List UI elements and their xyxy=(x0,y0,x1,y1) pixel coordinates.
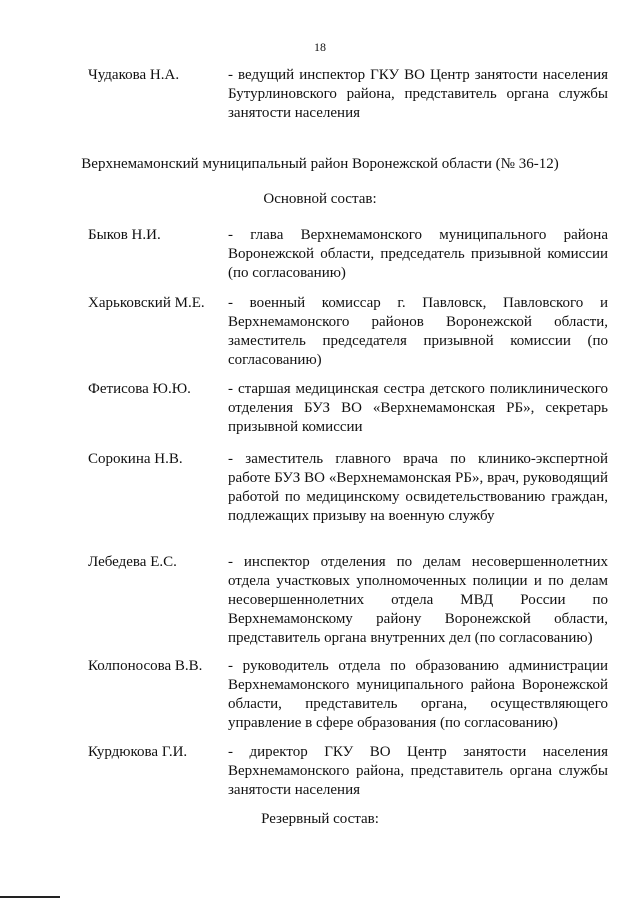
district-heading: Верхнемамонский муниципальный район Воронежской области (№ 36-12) xyxy=(81,156,559,172)
member-name: Колпоносова В.В. xyxy=(88,658,203,674)
member-name: Чудакова Н.А. xyxy=(88,67,180,83)
member-name: Курдюкова Г.И. xyxy=(88,744,188,760)
member-role: - глава Верхнемамонского муниципального района Воронежской области, председатель призывной комиссии (по согласованию) xyxy=(228,227,608,281)
member-name: Лебедева Е.С. xyxy=(88,554,177,570)
reserve-composition-heading: Резервный состав: xyxy=(261,811,379,827)
page-edge-mark xyxy=(0,896,60,898)
member-name: Сорокина Н.В. xyxy=(88,451,183,467)
member-role: - ведущий инспектор ГКУ ВО Центр занятости населения Бутурлиновского района, представитель органа службы занятости населения xyxy=(228,67,608,121)
member-role: - заместитель главного врача по клинико-экспертной работе БУЗ ВО «Верхнемамонская РБ», врач, руководящий работой по медицинскому освидетельствованию граждан, подлежащих призыву на военную службу xyxy=(228,451,608,524)
member-name: Фетисова Ю.Ю. xyxy=(88,381,191,397)
member-name: Быков Н.И. xyxy=(88,227,161,243)
member-role: - руководитель отдела по образованию администрации Верхнемамонского муниципального района Воронежской области, представитель органа, осуществляющего управление в сфере образования (по согласованию) xyxy=(228,658,608,731)
member-role: - инспектор отделения по делам несовершеннолетних отдела участковых уполномоченных полиции и по делам несовершеннолетних отдела МВД России по Верхнемамонскому району Воронежской области, представитель органа внутренних дел (по согласованию) xyxy=(228,554,608,646)
member-role: - директор ГКУ ВО Центр занятости населения Верхнемамонского района, представитель органа службы занятости населения xyxy=(228,744,608,798)
member-role: - старшая медицинская сестра детского поликлинического отделения БУЗ ВО «Верхнемамонская РБ», секретарь призывной комиссии xyxy=(228,381,608,435)
member-role: - военный комиссар г. Павловск, Павловского и Верхнемамонского районов Воронежской области, заместитель председателя призывной комиссии (по согласованию) xyxy=(228,295,608,368)
page-number: 18 xyxy=(314,40,326,54)
main-composition-heading: Основной состав: xyxy=(263,191,377,207)
member-name: Харьковский М.Е. xyxy=(88,295,205,311)
